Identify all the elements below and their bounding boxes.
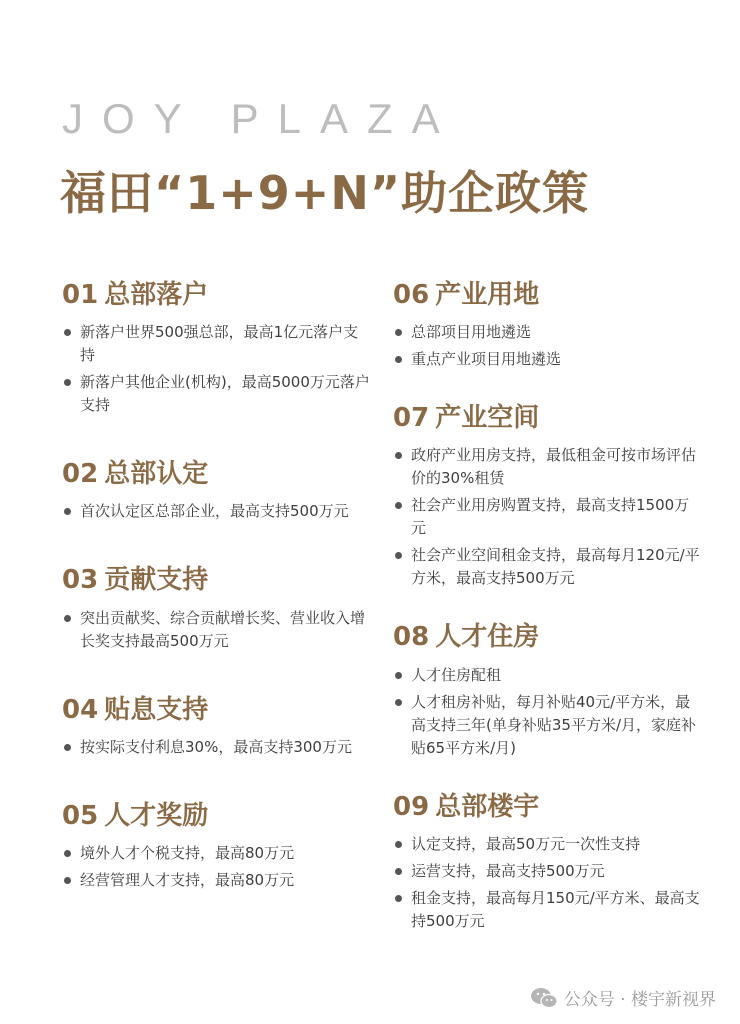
right-column [393,280,703,965]
bullet-list [62,842,372,892]
bullet-list [393,444,703,590]
policy-section [393,622,703,759]
section-number: 06 [393,280,430,310]
section-title: 产业空间 [435,403,540,434]
bullet-list [62,500,372,523]
bullet-list [62,736,372,759]
left-column [62,280,372,934]
section-title: 人才住房 [435,622,540,653]
list-item: 租金支持，最高每月150元/平方米、最高支持500万元 [393,887,703,933]
policy-section [62,695,372,759]
bullet-list [62,321,372,417]
section-heading [393,792,703,823]
brand-wordmark: JOY PLAZA [62,95,459,142]
policy-section [393,792,703,933]
policy-section [393,280,703,371]
list-item: 新落户其他企业(机构)，最高5000万元落户支持 [62,371,372,417]
section-number: 04 [62,694,99,725]
section-heading [62,565,372,596]
list-item: 经营管理人才支持，最高80万元 [62,869,372,892]
section-number: 05 [62,800,99,831]
bullet-list [393,664,703,760]
list-item: 认定支持，最高50万元一次性支持 [393,833,703,856]
policy-section [62,459,372,523]
list-item: 运营支持，最高支持500万元 [393,860,703,883]
section-heading [62,801,372,832]
section-number: 07 [393,403,430,434]
section-heading [62,459,372,490]
section-heading [393,280,703,311]
page-title: 福田“1+9+N”助企政策 [60,166,590,220]
bullet-list [393,833,703,933]
section-title: 人才奖励 [104,800,209,831]
bullet-list [62,607,372,653]
list-item: 按实际支付利息30%，最高支持300万元 [62,736,372,759]
section-number: 02 [62,459,99,490]
wechat-icon [530,987,558,1009]
bullet-list [393,321,703,371]
list-item: 社会产业用房购置支持，最高支持1500万元 [393,494,703,540]
list-item: 重点产业项目用地遴选 [393,348,703,371]
list-item: 境外人才个税支持，最高80万元 [62,842,372,865]
list-item: 人才住房配租 [393,664,703,687]
section-title: 产业用地 [435,280,540,310]
section-title: 总部楼宇 [435,791,540,822]
section-title: 总部认定 [104,459,209,490]
section-number: 08 [393,622,430,653]
section-heading [62,695,372,726]
list-item: 总部项目用地遴选 [393,321,703,344]
section-title: 贴息支持 [104,694,209,725]
list-item: 突出贡献奖、综合贡献增长奖、营业收入增长奖支持最高500万元 [62,607,372,653]
section-heading [393,622,703,653]
policy-section [62,565,372,652]
list-item: 社会产业空间租金支持，最高每月120元/平方米，最高支持500万元 [393,544,703,590]
section-heading [393,403,703,434]
list-item: 首次认定区总部企业，最高支持500万元 [62,500,372,523]
section-number: 09 [393,791,430,822]
policy-section [62,801,372,892]
section-number: 03 [62,565,99,596]
section-title: 贡献支持 [104,565,209,596]
footer-watermark [530,985,716,1010]
list-item: 人才租房补贴，每月补贴40元/平方米，最高支持三年(单身补贴35平方米/月，家庭补贴65平方米/月) [393,691,703,760]
policy-section [62,280,372,417]
section-number: 01 [62,280,99,310]
section-heading [62,280,372,311]
footer-text: 公众号 · 楼宇新视界 [563,990,716,1010]
policy-section [393,403,703,590]
list-item: 政府产业用房支持，最低租金可按市场评估价的30%租赁 [393,444,703,490]
list-item: 新落户世界500强总部，最高1亿元落户支持 [62,321,372,367]
section-title: 总部落户 [104,280,209,310]
